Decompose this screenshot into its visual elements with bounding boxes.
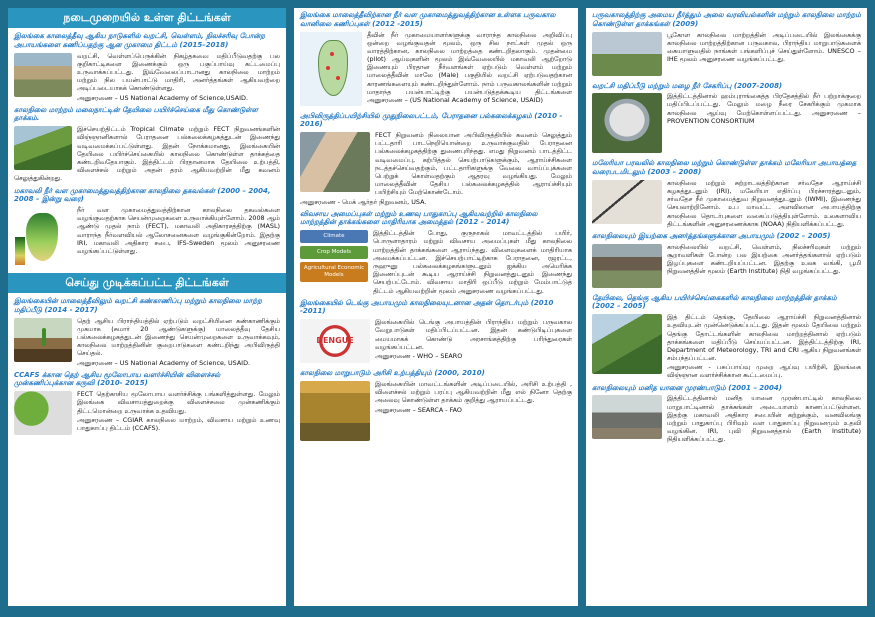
station-marker [336, 76, 340, 80]
project-sponsor: அனுசரணை - மெக் ஆர்தர் நிறுவனம், USA. [300, 197, 427, 206]
project-natural-disasters [592, 232, 861, 290]
project-human-elephant [592, 384, 861, 444]
project-title: வறட்சி மதிப்பீடு மற்றும் மழை நீர் சேகரிப்பு (2007-2008) [592, 81, 783, 90]
island-shape [318, 40, 348, 96]
sri-lanka-rainfall-map [14, 207, 72, 267]
project-body: தெற் ஆசிய பிராந்தியத்தில் ஏற்படும் வறட்சியினை கண்காணிக்கும் முகமாக (சுமார் 20 ஆண்டுகளுக்கு) மாலைத்தீவு தேசிய பல்கலைக்கழகத்துடன் இணைந்து செயன்முறைகளை உருவாக்கவும், காலநிலை மாற்றத்தினின் குறைபாடுகளை கண்டறிந்து அபிவிருத்தி செய்தல். [77, 316, 280, 358]
project-rainwater [592, 82, 861, 156]
project-body: இத்திட்டத்தினால் ஹம்புராங்கைத்த பிரதேசத்தில் நீர் பற்றாக்குறை மதிப்பிடப்பட்டது. மேலும் மழை நீரை சேகரிக்கும் முகமாக காலநிலை ஆய்வு மேற்கொள்ளப்பட்டது. அனுசரணை – PROVENTION CONSORTIUM [667, 92, 861, 125]
classroom-photo [300, 132, 370, 192]
project-title: இலங்கை காலைத்தீவு ஆகிய நாடுகளில் வறட்சி, வெள்ளம், நிலச்சரிவு போன்ற அபாயங்களை கணிப்பதற்கு ஆன முகாமை திட்டம் (2015–2018) [14, 32, 266, 49]
dengue-icon [300, 319, 370, 363]
project-title: இலங்கையின் மாலைத்தீவிலும் வறட்சி கண்காணிப்பு மற்றும் காலநிலை மாற்ற மதிப்பீடு (2014 - 2017) [14, 297, 262, 314]
project-malaria [592, 159, 861, 228]
project-seasonal-forecast [300, 11, 572, 108]
rice-field-photo [300, 381, 370, 441]
column-middle [294, 8, 578, 606]
elephant-photo [592, 395, 662, 439]
tea-estate-photo [592, 314, 662, 374]
project-ccafs [14, 371, 280, 438]
project-title: விவசாய அமைப்புகள் மற்றும் உணவு பாதுகாப்பு ஆகியவற்றில் காலநிலை மாற்றத்தின் தாக்கங்களை மாதிரியாக அமைத்தல் (2012 – 2014) [300, 209, 538, 227]
project-body: இத்திட்டத்தின் போது, குருநாகல் மாவட்டத்தில் பயிர், பொருளாதாரம் மற்றும் விவசாய அமைப்புகள் மீது காலநிலை மாற்றத்தின் தாக்கங்களை ஆராய்ந்தது. விளைவுகளைக் மாதிரியாக அமைக்கப்பட்டன. இச்செயற்பாட்டிற்காக பேராதனை, ரஜரட்ட, ருஹுனு பல்கலைக்கழகங்களுடனும் ஐக்கிய அமெரிக்க இணைப்புடன் கூடிய ஆராய்ச்சி நிறுவனத்துடனும் இணைந்து செயற்பட்டோம். விவசாய மாதிரி ஒப்பீடு மற்றும் மேம்பாட்டுத் திட்டம் ஆகியவற்றின் மூலம் அனுசரணை வழங்கப்பட்டது. [373, 229, 572, 295]
project-sponsor: அனுசரணை – US National Academy of Science, USAID. [77, 358, 251, 367]
project-title: தேயிலை, தெங்கு ஆகிய பயிர்ச்செய்கைகளில் காலநிலை மாற்றத்தின் தாக்கம் (2002 – 2005) [592, 293, 837, 311]
project-title: காலநிலையும் இயற்கை அனர்த்தங்களுக்கான அபாயமும் (2002 – 2005) [592, 231, 831, 240]
project-body: காலநிலையில் வறட்சி, வெள்ளம், நிலச்சரிவுகள் மற்றும் சூறாவளிகள் போன்ற பல இயற்கை அனர்த்தங்களால் ஏற்படும் இழப்புகளை கண்டறியப்பட்டன. இதற்கு உலக வங்கி, பூமி நிறுவனத்தின் மூலம் (Earth Institute) நிதி வழங்கப்பட்டது. [667, 242, 861, 276]
diagram-economic-box: Agricultural Economic Models [300, 262, 368, 282]
project-disaster-risk [14, 32, 280, 102]
banner-completed-projects: செய்து முடிக்கப்பட்ட திட்டங்கள் [8, 273, 286, 293]
project-sponsor: அனுசரணை – SEARCA - FAO [375, 405, 462, 414]
project-body: FECT தெற்காசிய மூலோபாய வளர்ச்சிக்கு பங்களித்துள்ளது. மேலும் இலங்கை விவசாயத்துறைக்கு விளைச்சலை முன்கணிக்கும் திட்டமொன்றை உருவாக்க உதவியது. [77, 390, 280, 415]
project-tea-climate [14, 106, 280, 183]
project-mahaweli [14, 187, 280, 270]
project-seasonal-variability [592, 11, 861, 78]
banner-ongoing-projects: நடைமுறையில் உள்ள திட்டங்கள் [8, 8, 286, 28]
project-body: காலநிலை மற்றும் சுற்றாடலத்திற்கான சர்வதேச ஆராய்ச்சி கழகத்துடனும் (IRI), மலேரியா எதிர்ப்பு பிரச்சாரத்துடனும், சர்வதேச நீர் முகாமைத்துவ நிறுவனத்துடனும் (IWMI), இணைந்து செயலாற்றினோம். உப மாவட்ட அளவிலான அபாயத்திற்கு காலநிலை தொடர்புகளை வகைப்படுத்தியுள்ளோம். உலகளாவிய திட்டங்களின் அனுசரணைக்காக (NOAA) நிதியளிக்கப்பட்டது. [667, 178, 861, 228]
project-body: இச்செயற்திட்டம் Tropical Climate மற்றும் FECT நிறுவனங்களின் விஞ்ஞானிகளால் பேராதனை பல்கலைக்கழகத்துடன் இணைந்து வடிவமைக்கப்பட்டுள்ளது. இதன் நோக்கமானது, இலங்கையின் தேயிலை பயிர்ச்செய்கையில் காலநிலை கொண்டுள்ள தாக்கத்தை கண்டறிவதேயாகும். இத்திட்டம் பிரதானமாக தேயிலை உற்பத்தி, விளைச்சல் மற்றும் அதன் தரம் ஆகியவற்றின் மீது கவனம் செலுத்துகின்றது. [14, 125, 280, 183]
rainwater-tank-photo [592, 93, 662, 153]
project-title: இலங்கை மாலைத்தீவிற்கான நீர் வள முகாமைத்துவத்திற்கான உள்ளக பருவகால வானிலை கணிப்புகள் (2012 -2015) [300, 11, 556, 28]
island-shape [26, 213, 58, 261]
project-body: பூகோள காலநிலை மாற்றத்தின் அடிப்படையில் இலங்கைக்கு காலநிலை மாற்றத்திற்கான பருவகால, பிராந்திய மாறுபாடுகளைக் கையாளுவதில் நாங்கள் பங்களிப்புச் செய்துள்ளோம். UNESCO – IHE மூலம் அனுசரணை வழங்கப்பட்டது. [667, 30, 861, 64]
station-marker [326, 66, 330, 70]
project-dengue [300, 299, 572, 366]
project-title: CCAFS க்கான தெற் ஆசிய மூலோபாய வளர்ச்சியின் விளைச்சல் முன்கணிப்புக்கான கருவி (2010- 2015) [14, 370, 221, 388]
project-body: இத் திட்டம் தெங்கு, தேயிலை ஆராய்ச்சி நிறுவனத்தினால் உதவியுடன் முன்னெடுக்கப்பட்டது. இதன் மூலம் தேயிலை மற்றும் தெங்கு தோட்டங்களின் காலநிலை மாற்றத்தினால் ஏற்படும் தாக்கங்களை மதிப்பீடு செய்யப்பட்டன. இத்திட்டத்திற்கு IRI, Department of Meteorology, TRI and CRI ஆகிய நிறுவனங்கள் சம்பந்தப்பட்டன. [667, 313, 861, 363]
diagram-crop-box: Crop Models [300, 246, 368, 259]
dengue-label: DENGUE [316, 336, 354, 346]
project-sponsor: அனுசரணை – CGIAR காலநிலை மாற்றம், விவசாய மற்றும் உணவு பாதுகாப்பு திட்டம் (CCAFS). [77, 415, 280, 432]
project-sponsor: அனுசரணை – US National Academy of Science,USAID. [77, 93, 248, 102]
project-title: காலநிலையும் மனித யானை முரண்பாடும் (2001 – 2004) [592, 383, 782, 392]
mosquito-photo [592, 180, 662, 224]
model-flow-diagram [300, 230, 368, 285]
project-title: காலநிலை மாற்றம் மலைநாட்டின் தேயிலை பயிர்ச்செய்கை மீது கொண்டுள்ள தாக்கம். [14, 105, 258, 123]
diagram-climate-box: Climate [300, 230, 368, 243]
project-sponsor: அனுசரணை - பசுப்பாய்வு முறை ஆய்வு பயிற்சி, இலங்கை விஞ்ஞான வளர்ச்சிக்கான கூட்டமைப்பு. [667, 363, 861, 380]
project-drought-monitoring [14, 297, 280, 367]
station-marker [330, 52, 334, 56]
map-legend [15, 237, 25, 265]
project-body: இத்திட்டத்தினால் மனித யானை முரண்பாட்டில் காலநிலை மாறுபாட்டினால் தாக்கங்கள் அடையாளம் காணப்பட்டுள்ளன. இதற்கு மகாவலி அதிகார சபையின் கற்றுக்கும், வனவிலங்கு மற்றும் பாதுகாப்பு பிரிவும் வள பாதுகாப்பு நிறுவனமும் உதவி வழங்கின. IRI, புவி நிறுவனத்தால் (Earth Institute) நிதியளிக்கப்பட்டது. [667, 394, 861, 444]
project-body: தீவின் நீர் முகாமையாளர்களுக்கு வாராந்த காலநிலை அறிவிப்பு ஒன்றை வழங்குவதன் மூலம், ஒரு சில நாட்கள் முதல் ஒரு வாரத்திற்கான, காலநிலை மாற்றத்தை கண்டறிதலாகும். முதன்மை (pilot) ஆய்வுகளின் மூலம் இவ்வேலையில் மகாவலி ஆற்றோடு இணையும் பிரதான நீர்வளங்கள் ஏற்படும் வெள்ளம் மற்றும் மாலைத்தீவின் மாலே (Male) பகுதியில் வறட்சி ஏற்படுவதற்கான காரணங்களையும் கண்டறிந்துள்ளோம். நாம் பருவகாலங்களின் மற்றும் மாதாந்த பயன்பாட்டிற்கு பயன்படுத்தக்கூடிய திட்டங்களை அனுசரணை – (US National Academy of Science, USAID) [367, 30, 572, 104]
drought-photo [14, 53, 72, 97]
project-title: காலநிலை மாறுபாடும் அரிசி உற்பத்தியும் (2000, 2010) [300, 369, 485, 378]
disaster-damage-photo [592, 244, 662, 288]
project-title: மலேரியா பரவலில் காலநிலை மற்றும் கொண்டுள்ள தாக்கம் மலேரியா அபாயத்தை வரைபடமிடலும் (2003 – 2008) [592, 159, 857, 176]
project-title: மகாவலி நீர் வள முகாமைத்துவத்திற்கான காலநிலை தகவல்கள் (2000 – 2004, 2008 – இன்று வரை) [14, 186, 271, 204]
project-body: இலங்கையின் மாவட்டங்களின் அடிப்படையில், அரிசி உற்பத்தி , விளைச்சல் மற்றும் பரப்பு ஆகியவற்றின் மீது எல் நினோ தெற்கு அலைவு கொண்டுள்ள தாக்கம் குறித்து ஆராயப்பட்டது. [375, 379, 572, 405]
project-body: வறட்சி, வெள்ளப்பெருக்கின் நிகழ்தகவை மதிப்பீடுவதற்கு பல குறிகாட்டிகளை இணைக்கும் ஒரு பகுப்பாய்வு கட்டமைப்பு உருவாக்கப்பட்டது. இவ்வேலைப்பாடானது காலநிலை மாற்றம் மற்றும் நில பயன்பாட்டு மாதிரி, அனர்த்தங்கள் ஆகியவற்றை அடிப்படையாகக் கொண்டுள்ளது. [77, 51, 280, 93]
project-body: இலங்கையில் டெங்கு அபாயத்தின் பிராந்திய மற்றும் பருவகால வேறுபாடுகள் மதிப்பிடப்பட்டன. இதன் கண்டுபிடிப்புகளை மையமாகக் கொண்டு அரசாங்கத்திற்கு பரிந்துரைகள் வழங்கப்பட்டன. [375, 318, 572, 351]
project-title: பருவகாலத்திற்கு அமைய நீர்த்தும் அலை வரவியல்களின் மற்றும் காலநிலை மாற்றம் கொண்டுள்ள தாக்கங்கள் (2009) [592, 11, 861, 28]
column-left [8, 8, 286, 606]
stations-map [300, 32, 362, 106]
project-masters-degree [300, 112, 572, 206]
landscape-photo [592, 32, 662, 76]
project-sponsor: அனுசரணை - WHO – SEARO [375, 351, 463, 360]
project-tea-coconut [592, 294, 861, 380]
tea-plantation-photo [14, 126, 72, 170]
project-rice [300, 369, 572, 443]
project-title: அபிவிருத்திப்பயிற்சியில் முதுநிலைபட்டம், பேராதனை பல்கலைக்கழகம் (2010 - 2016) [300, 111, 563, 129]
project-title: இலங்கையில் டெங்கு அபாயமும் காலநிலையுடனான அதன் தொடர்பும் (2010 -2011) [300, 298, 554, 316]
ccafs-logo [14, 391, 72, 435]
sprout-soil-photo [14, 318, 72, 362]
project-agri-models [300, 210, 572, 295]
column-right [586, 8, 867, 606]
project-body: FECT நிறுவனம் நிலையான அபிவிருத்தியில் கவனம் செலுத்தும் பட்டதாரி பாடநெறியொன்றை உருவாக்குவதில் பேராதனை பல்கலைக்கழகத்திற்கு துணைபுரிந்தது. எமது நிறுவனம் பாடத்திட்ட வடிவமைப்பு, கற்பித்தல் செயற்பாடுகளுக்கும், ஆராய்ச்சிகளை நடத்தச்செய்வதற்கும், பட்டதாரிகளுக்கு வேலை வாய்ப்புக்களை பெற்றுக் கொள்வதற்கும் ஆதரவு வழங்கியது. மேலும் மாலைத்தீவின் தேசிய பல்கலைக்கழகத்தில் ஆராய்ச்சியும் பயிற்சியும் மேற்கொண்டோம். [375, 131, 572, 197]
project-body: நீர் வள முகாமைத்துவத்திற்கான காலநிலை தகவல்களை வழங்குவதற்காக செயன்முறைகளை உருவாக்கியுள்ளோம். 2008 ஆம் ஆண்டு முதல் நாம் (FECT), மகாவலி அதிகாரசத்திற்கு (MASL) வாராந்த நீர்வளவியல் ஆலோசனைகளை வழங்குகின்றோம். இதற்கு IRI, மகாவலி அதிகார சபை, IFS-Sweden மூலம் அனுசரணை வழங்கப்பட்டுள்ளது. [77, 206, 280, 255]
